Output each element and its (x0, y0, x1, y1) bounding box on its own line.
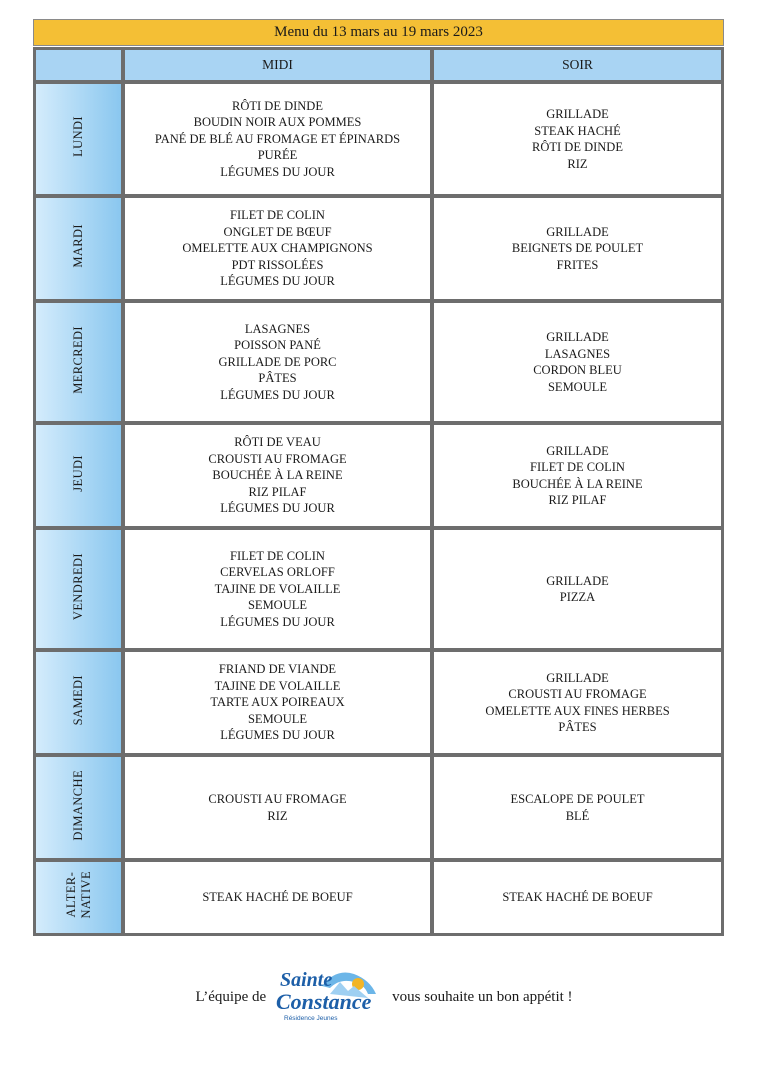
corner-cell (35, 49, 122, 81)
column-header-soir: SOIR (433, 49, 722, 81)
dish-item: SEMOULE (247, 711, 308, 726)
midi-cell (124, 529, 431, 649)
dish-item: FILET DE COLIN (230, 548, 325, 563)
dish-item: PANÉ DE BLÉ AU FROMAGE ET ÉPINARDS (154, 131, 401, 146)
dish-item: GRILLADE (546, 443, 609, 458)
dish-item: GRILLADE DE PORC (218, 354, 337, 369)
header-row (35, 49, 722, 81)
midi-cell (124, 861, 431, 934)
dish-item: PÂTES (558, 720, 597, 734)
dish-item: OMELETTE AUX CHAMPIGNONS (182, 241, 373, 256)
day-label: MARDI (71, 224, 85, 268)
dish-item: PÂTES (258, 371, 297, 386)
menu-title: Menu du 13 mars au 19 mars 2023 (33, 19, 724, 46)
footer-suffix: vous souhaite un bon appétit ! (392, 988, 573, 1005)
dish-item: FILET DE COLIN (530, 460, 625, 474)
dish-item: RIZ PILAF (548, 493, 607, 507)
dish-item: CERVELAS ORLOFF (220, 565, 335, 580)
day-row (35, 651, 722, 754)
day-row (35, 424, 722, 527)
soir-cell (433, 424, 722, 527)
day-row (35, 529, 722, 649)
dish-item: RÔTI DE DINDE (532, 140, 623, 154)
day-cell (35, 861, 122, 934)
dish-item: GRILLADE (546, 573, 609, 588)
day-label: DIMANCHE (71, 769, 85, 841)
dish-item: POISSON PANÉ (234, 338, 321, 353)
dish-item: PIZZA (559, 590, 596, 604)
day-row (35, 197, 722, 300)
day-cell (35, 424, 122, 527)
dish-item: LÉGUMES DU JOUR (220, 164, 335, 179)
soir-cell (433, 197, 722, 300)
column-header-midi: MIDI (124, 49, 431, 81)
dish-item: OMELETTE AUX FINES HERBES (485, 703, 670, 718)
dish-item: CROUSTI AU FROMAGE (508, 687, 647, 701)
dish-item: TAJINE DE VOLAILLE (214, 678, 341, 693)
day-label: ALTER- NATIVE (63, 871, 93, 919)
sainte-constance-logo (274, 964, 384, 1031)
dish-item: RÔTI DE VEAU (234, 435, 321, 450)
soir-cell (433, 756, 722, 859)
dish-item: TAJINE DE VOLAILLE (214, 581, 341, 596)
dish-item: LÉGUMES DU JOUR (220, 614, 335, 629)
soir-cell (433, 83, 722, 195)
footer-prefix: L’équipe de (195, 988, 267, 1005)
dish-item: BEIGNETS DE POULET (511, 241, 644, 256)
dish-item: FRIAND DE VIANDE (218, 662, 337, 677)
dish-item: CROUSTI AU FROMAGE (208, 792, 347, 806)
footer (0, 965, 768, 1029)
midi-cell (124, 83, 431, 195)
logo-line2: Constance (276, 988, 372, 1014)
day-label: MERCREDI (71, 325, 85, 394)
day-row (35, 83, 722, 195)
dish-item: GRILLADE (546, 107, 609, 121)
dish-item: BLÉ (565, 808, 590, 823)
menu-body (35, 83, 722, 934)
menu-table (33, 47, 724, 936)
dish-item: FRITES (556, 257, 599, 272)
dish-item: STEAK HACHÉ DE BOEUF (502, 890, 653, 905)
day-label: LUNDI (71, 116, 85, 157)
midi-cell (124, 302, 431, 422)
logo-tagline: Résidence Jeunes (284, 1014, 338, 1022)
dish-item: PDT RISSOLÉES (231, 257, 324, 272)
dish-item: STEAK HACHÉ (534, 123, 621, 138)
dish-item: LASAGNES (544, 346, 611, 361)
dish-item: GRILLADE (546, 330, 609, 344)
midi-cell (124, 756, 431, 859)
midi-cell (124, 197, 431, 300)
day-row (35, 756, 722, 859)
dish-item: RIZ PILAF (248, 484, 307, 499)
day-row (35, 861, 722, 934)
dish-item: ONGLET DE BŒUF (223, 224, 332, 239)
dish-item: LÉGUMES DU JOUR (220, 387, 335, 402)
day-label: VENDREDI (71, 552, 85, 621)
day-cell (35, 197, 122, 300)
dish-item: STEAK HACHÉ DE BOEUF (202, 890, 353, 905)
dish-item: TARTE AUX POIREAUX (210, 695, 345, 710)
dish-item: BOUCHÉE À LA REINE (212, 468, 343, 483)
dish-item: LÉGUMES DU JOUR (220, 501, 335, 516)
dish-item: SEMOULE (247, 598, 308, 613)
soir-cell (433, 302, 722, 422)
day-cell (35, 529, 122, 649)
midi-cell (124, 651, 431, 754)
day-label: JEUDI (71, 454, 85, 492)
dish-item: LASAGNES (244, 321, 311, 336)
day-cell (35, 756, 122, 859)
midi-cell (124, 424, 431, 527)
dish-item: RIZ (567, 156, 588, 171)
dish-item: CROUSTI AU FROMAGE (208, 451, 347, 466)
dish-item: RÔTI DE DINDE (232, 98, 323, 113)
day-cell (35, 302, 122, 422)
dish-item: ESCALOPE DE POULET (510, 792, 645, 806)
day-cell (35, 651, 122, 754)
dish-item: GRILLADE (546, 224, 609, 239)
dish-item: BOUCHÉE À LA REINE (512, 476, 643, 491)
dish-item: GRILLADE (546, 670, 609, 685)
day-cell (35, 83, 122, 195)
dish-item: CORDON BLEU (533, 363, 622, 377)
dish-item: FILET DE COLIN (230, 208, 325, 223)
soir-cell (433, 529, 722, 649)
dish-item: LÉGUMES DU JOUR (220, 728, 335, 743)
dish-item: RIZ (267, 808, 288, 823)
soir-cell (433, 651, 722, 754)
day-label: SAMEDI (71, 674, 85, 726)
soir-cell (433, 861, 722, 934)
dish-item: BOUDIN NOIR AUX POMMES (193, 115, 362, 130)
dish-item: SEMOULE (547, 379, 608, 394)
dish-item: LÉGUMES DU JOUR (220, 274, 335, 289)
day-row (35, 302, 722, 422)
dish-item: PURÉE (257, 148, 298, 163)
logo-line1: Sainte (280, 968, 333, 991)
